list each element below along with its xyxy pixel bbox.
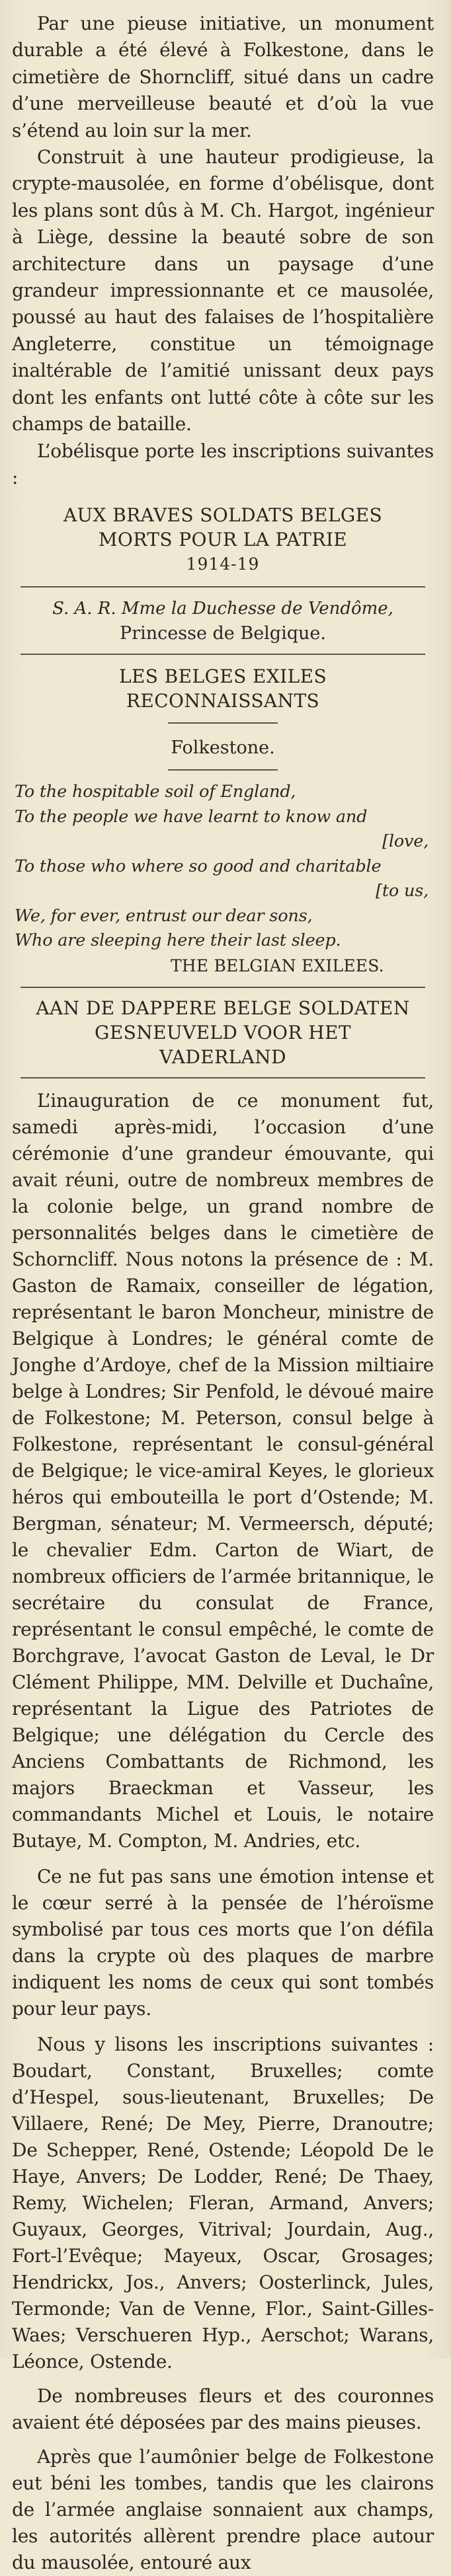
inscription-soldiers-line-1: AUX BRAVES SOLDATS BELGES (63, 504, 383, 527)
inscription-soldiers (12, 503, 434, 577)
inscription-exiles (12, 664, 434, 713)
poem-line-2: To the people we have learnt to know and (15, 806, 368, 827)
poem-line-3: To those who where so good and charitable (15, 856, 382, 876)
poem-line-2-continuation: [love, (382, 831, 429, 852)
article-paragraph-8: Après que l’aumônier belge de Folkestone eut béni les tombes, tandis que les clairons de l’armée anglaise sonnaient aux champs, les autorités allèrent prendre place autour du mausolée, entouré aux (12, 2445, 434, 2573)
poem-line-1: To the hospitable soil of England, (15, 782, 296, 802)
inscription-flemish (12, 996, 434, 1069)
inscription-duchess-line-1: S. A. R. Mme la Duchesse de Vendôme, (52, 599, 393, 619)
inscription-soldiers-line-2: MORTS POUR LA PATRIE (98, 529, 348, 551)
article-paragraph-6: Nous y lisons les inscriptions suivantes : Boudart, Constant, Bruxelles; comte d’Hespel, sous-lieutenant, Bruxelles; De Villaere, René; De Mey, Pierre, Dranoutre; De Schepper, René, Ostende; Léopold De le Haye, Anvers; De Lodder, René; De Thaey, Remy, Wichelen; Fleran, Armand, Anvers; Guyaux, Georges, Vitrival; Jourdain, Aug., Fort-l’Evêque; Mayeux, Oscar, Grosages; Hendrickx, Jos., Anvers; Oosterlinck, Jules, Termonde; Van de Venne, Flor., Saint-Gilles-Waes; Verschueren Hyp., Aerschot; Warans, Léonce, Ostende. (12, 2033, 434, 2372)
article-paragraph-2: Construit à une hauteur prodigieuse, la crypte-mausolée, en forme d’obélisque, dont les plans sont dûs à M. Ch. Hargot, ingénieur à Liège, dessine la beauté sobre de son architecture dans un paysage d’une grandeur impressionnante et ce mausolée, poussé au haut des falaises de l’hospitalière Angleterre, constitue un témoignage inaltérable de l’amitié unissant deux pays dont les enfants ont lutté côte à côte sur les champs de bataille. (12, 146, 434, 436)
poem-signoff: THE BELGIAN EXILEES. (171, 956, 384, 975)
article-paragraph-3: L’obélisque porte les inscriptions suivantes : (12, 439, 434, 488)
divider (20, 1077, 425, 1079)
inscription-flemish-line-1: AAN DE DAPPERE BELGE SOLDATEN (36, 997, 410, 1019)
article-paragraph-7: De nombreuses fleurs et des couronnes avaient été déposées par des mains pieuses. (12, 2384, 434, 2433)
article-paragraph-4: L’inauguration de ce monument fut, samedi après-midi, l’occasion d’une cérémonie d’une grandeur émouvante, qui avait réuni, outre de nombreux membres de la colonie belge, un grand nombre de personnalités belges dans le cimetière de Schorncliff. Nous notons la présence de : M. Gaston de Ramaix, conseiller de légation, représentant le baron Moncheur, ministre de Belgique à Londres; le général comte de Jonghe d’Ardoye, chef de la Mission miltiaire belge à Londres; Sir Penfold, le dévoué maire de Folkestone; M. Peterson, consul belge à Folkestone, représentant le consul-général de Belgique; le vice-amiral Keyes, le glorieux héros qui embouteilla le port d’Ostende; M. Bergman, sénateur; M. Vermeersch, député; le chevalier Edm. Carton de Wiart, de nombreux officiers de l’armée britannique, le secrétaire du consulat de France, représentant le consul empêché, le comte de Borchgrave, l’avocat Gaston de Leval, le Dr Clément Philippe, MM. Delville et Duchaîne, représentant la Ligue des Patriotes de Belgique; une délégation du Cercle des Anciens Combattants de Richmond, les majors Braeckman et Vasseur, les commandants Michel et Louis, le notaire Butaye, M. Compton, M. Andries, etc. (12, 1089, 434, 1852)
divider (20, 586, 425, 587)
divider (20, 987, 425, 988)
place-name: Folkestone. (171, 738, 275, 759)
article-paragraph-5: Ce ne fut pas sans une émotion intense et le cœur serré à la pensée de l’héroïsme symbolisé par tous ces morts que l’on défila dans la crypte où des plaques de marbre indiquent les noms de ceux qui sont tombés pour leur pays. (12, 1865, 434, 2020)
poem-line-4: We, for ever, entrust our dear sons, (15, 905, 313, 926)
short-divider (168, 722, 278, 724)
inscription-duchess (12, 597, 434, 646)
inscription-exiles-line-2: RECONNAISSANTS (126, 690, 320, 712)
short-divider (168, 769, 278, 771)
poem-line-3-continuation: [to us, (376, 881, 429, 901)
inscription-exiles-line-1: LES BELGES EXILES (118, 665, 327, 688)
inscription-flemish-line-2: GESNEUVELD VOOR HET (95, 1021, 351, 1043)
inscription-duchess-line-2: Princesse de Belgique. (120, 623, 326, 644)
english-poem (12, 780, 434, 954)
divider (20, 654, 425, 655)
inscription-soldiers-years: 1914-19 (186, 554, 260, 574)
article-paragraph-1: Par une pieuse initiative, un monument durable a été élevé à Folkestone, dans le cimetière de Shorncliff, situé dans un cadre d’une merveilleuse beauté et d’où la vue s’étend au loin sur la mer. (12, 13, 434, 141)
inscription-flemish-line-3: VADERLAND (159, 1045, 286, 1068)
poem-line-5: Who are sleeping here their last sleep. (15, 930, 341, 951)
